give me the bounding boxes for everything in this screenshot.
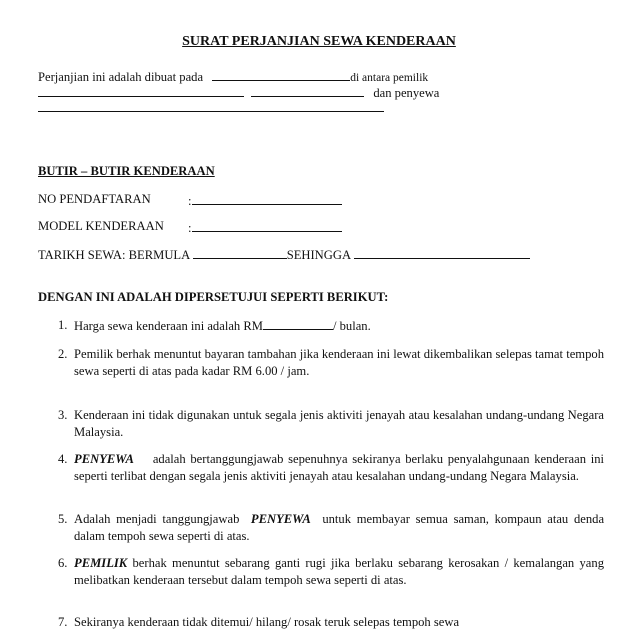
field-colon: : (188, 194, 192, 208)
item-number: 6. (58, 556, 68, 570)
item-number: 4. (58, 452, 68, 466)
document-title: SURAT PERJANJIAN SEWA KENDERAAN (182, 34, 456, 49)
field-registration-value (188, 192, 342, 209)
agreement-item (58, 317, 604, 335)
item-text: Sekiranya kenderaan tidak ditemui/ hilang/ rosak teruk selepas tempoh sewa (74, 615, 460, 629)
item-text (58, 451, 604, 484)
item-number: 3. (58, 408, 68, 422)
intro-text: Perjanjian ini adalah dibuat pada (38, 70, 204, 84)
agreement-item (58, 555, 604, 588)
item-text (58, 555, 604, 588)
item-text (58, 317, 604, 335)
rental-until-label: SEHINGGA (286, 248, 351, 262)
agreement-item (58, 451, 604, 484)
model-blank (192, 219, 342, 232)
field-colon: : (188, 221, 192, 235)
item-number: 7. (58, 615, 68, 629)
price-blank (263, 317, 333, 330)
field-label: NO PENDAFTARAN (38, 192, 151, 206)
field-label: MODEL KENDERAAN (38, 219, 164, 233)
owner-id-blank (251, 84, 364, 97)
tenant-term: PENYEWA (250, 512, 311, 526)
item-number: 1. (58, 318, 68, 332)
item-number: 2. (58, 347, 68, 361)
item-text-post: / bulan. (332, 319, 371, 333)
intro-tenant-label: dan penyewa (373, 86, 440, 100)
item-text: Pemilik berhak menuntut bayaran tambahan jika kenderaan ini lewat dikembalikan selepas tamat tempoh sewa seperti di atas pada kadar RM 6.00 / jam. (74, 347, 604, 378)
registration-blank (192, 192, 342, 205)
item-text-pre: Harga sewa kenderaan ini adalah RM (74, 319, 263, 333)
tenant-blank (38, 99, 384, 112)
agreement-item (58, 407, 604, 440)
intro-line-3 (38, 99, 384, 116)
field-model-value (188, 219, 342, 236)
agreement-item (58, 346, 604, 379)
rental-start-blank (193, 246, 287, 259)
agreement-item (58, 614, 604, 631)
item-text-rest: adalah bertanggungjawab sepenuhnya sekiranya berlaku penyalahgunaan kenderaan ini seperti terlibat dengan segala jenis aktiviti jenayah atau kesalahan undang-undang Negara Malaysia. (74, 452, 605, 483)
item-number: 5. (58, 512, 68, 526)
field-rental-date (38, 246, 530, 263)
vehicle-section-heading: BUTIR – BUTIR KENDERAAN (38, 164, 215, 178)
owner-blank (38, 84, 244, 97)
item-text: Kenderaan ini tidak digunakan untuk segala jenis aktiviti jenayah atau kesalahan undang-undang Negara Malaysia. (74, 408, 604, 439)
field-registration (38, 192, 151, 207)
rental-end-blank (354, 246, 530, 259)
tenant-term: PENYEWA (74, 452, 134, 466)
date-blank (212, 68, 350, 81)
rental-start-label: TARIKH SEWA: BERMULA (38, 248, 190, 262)
intro-suffix: di antara pemilik (350, 72, 429, 84)
owner-term: PEMILIK (74, 556, 128, 570)
item-text-pre: Adalah menjadi tanggungjawab (74, 512, 240, 526)
agreement-item (58, 511, 604, 544)
item-text (58, 511, 604, 544)
item-text-rest: untuk membayar semua saman, kompaun atau denda dalam tempoh sewa seperti di atas. (74, 512, 605, 543)
agreement-heading: DENGAN INI ADALAH DIPERSETUJUI SEPERTI BERIKUT: (38, 290, 389, 304)
field-model (38, 219, 164, 234)
item-text-rest: berhak menuntut sebarang ganti rugi jika berlaku sebarang kerosakan / kemalangan yang melibatkan kenderaan tersebut dalam tempoh sewa seperti di atas. (74, 556, 604, 587)
